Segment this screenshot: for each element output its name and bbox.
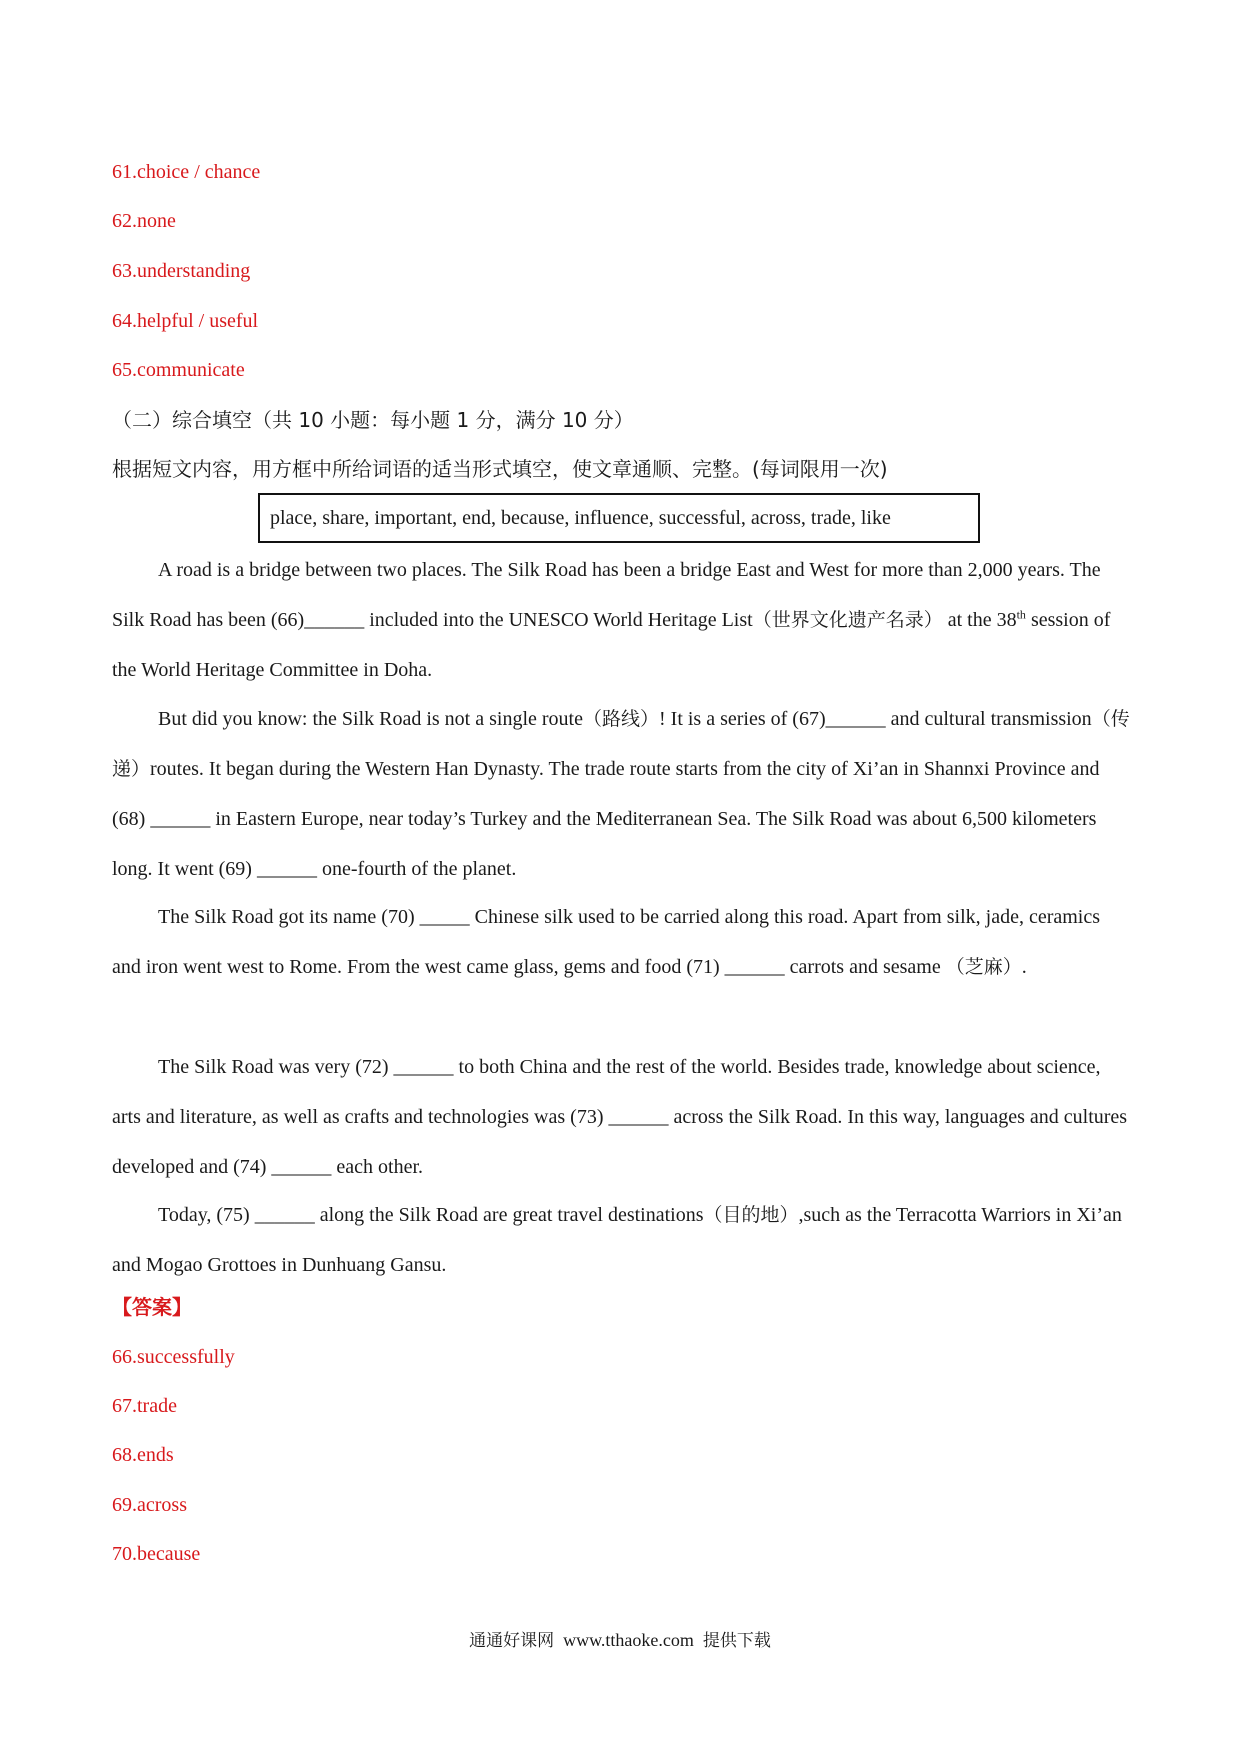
answer-62: 62.none [112, 210, 176, 232]
p2-text-b: ! It is a series of (67)______ and cultural transmission [659, 708, 1092, 730]
footer-tail: 提供下载 [702, 1631, 771, 1651]
answer-67: 67.trade [112, 1395, 177, 1417]
p1-chinese-gloss: （世界文化遗产名录） [752, 609, 943, 631]
p2-chinese-gloss-1: （路线） [582, 708, 659, 730]
p5-text-a: Today, (75) ______ along the Silk Road are great travel destinations [158, 1204, 704, 1226]
section-heading: （二）综合填空（共 10 小题：每小题 1 分，满分 10 分） [112, 408, 634, 432]
p1-text-c: session of the World Heritage Committee in Doha. [112, 609, 1111, 681]
p4-text: The Silk Road was very (72) ______ to both China and the rest of the world. Besides trade, knowledge about science, arts and literature, as well as crafts and technologies was (73) ______ across the Silk Road. In this way, languages and cultures developed and (74) ______ each other. [112, 1056, 1128, 1178]
word-box: place, share, important, end, because, influence, successful, across, trade, like [258, 493, 980, 543]
footer-url[interactable]: www.tthaoke.com [563, 1630, 694, 1650]
p1-text-b: at the 38 [947, 609, 1017, 631]
answer-63: 63.understanding [112, 260, 251, 282]
p2-text-a: But did you know: the Silk Road is not a single route [158, 708, 583, 730]
p2-chinese-gloss-2: （传递） [112, 708, 1130, 780]
p1-superscript: th [1016, 607, 1026, 622]
answer-65: 65.communicate [112, 359, 245, 381]
answer-64: 64.helpful / useful [112, 310, 259, 332]
page-footer [0, 1628, 1240, 1653]
passage-paragraph-3 [112, 892, 1132, 992]
answer-label: 【答案】 [112, 1295, 192, 1319]
p3-text-a: The Silk Road got its name (70) _____ Chinese silk used to be carried along this road. Apart from silk, jade, ceramics and iron went west to Rome. From the west came glass, gems and food (71) ______ carrots and sesame [112, 906, 1101, 978]
passage-paragraph-1 [112, 545, 1132, 695]
passage-paragraph-4 [112, 1042, 1132, 1192]
answer-69: 69.across [112, 1494, 187, 1516]
p1-text-a: A road is a bridge between two places. The Silk Road has been a bridge East and West for more than 2,000 years. The Silk Road has been (66)______ included into the UNESCO World Heritage List [112, 559, 1101, 631]
answer-70: 70.because [112, 1543, 201, 1565]
p2-text-c: routes. It began during the Western Han Dynasty. The trade route starts from the city of Xi’an in Shannxi Province and (68) ______ in Eastern Europe, near today’s Turkey and the Mediterranean Sea. The Silk Road was about 6,500 kilometers long. It went (69) ______ one-fourth of the planet. [112, 758, 1100, 880]
passage-paragraph-5 [112, 1190, 1132, 1290]
section-instruction: 根据短文内容，用方框中所给词语的适当形式填空，使文章通顺、完整。(每词限用一次) [112, 457, 888, 481]
answer-61: 61.choice / chance [112, 161, 261, 183]
p3-text-b: . [1021, 956, 1027, 978]
passage-paragraph-2 [112, 694, 1132, 894]
p3-chinese-gloss: （芝麻） [945, 956, 1022, 978]
footer-brand: 通通好课网 [469, 1631, 555, 1651]
p5-text-b: ,such as the Terracotta Warriors in Xi’an and Mogao Grottoes in Dunhuang Gansu. [112, 1204, 1122, 1276]
answer-68: 68.ends [112, 1444, 174, 1466]
p5-chinese-gloss: （目的地） [703, 1204, 799, 1226]
answer-66: 66.successfully [112, 1346, 235, 1368]
